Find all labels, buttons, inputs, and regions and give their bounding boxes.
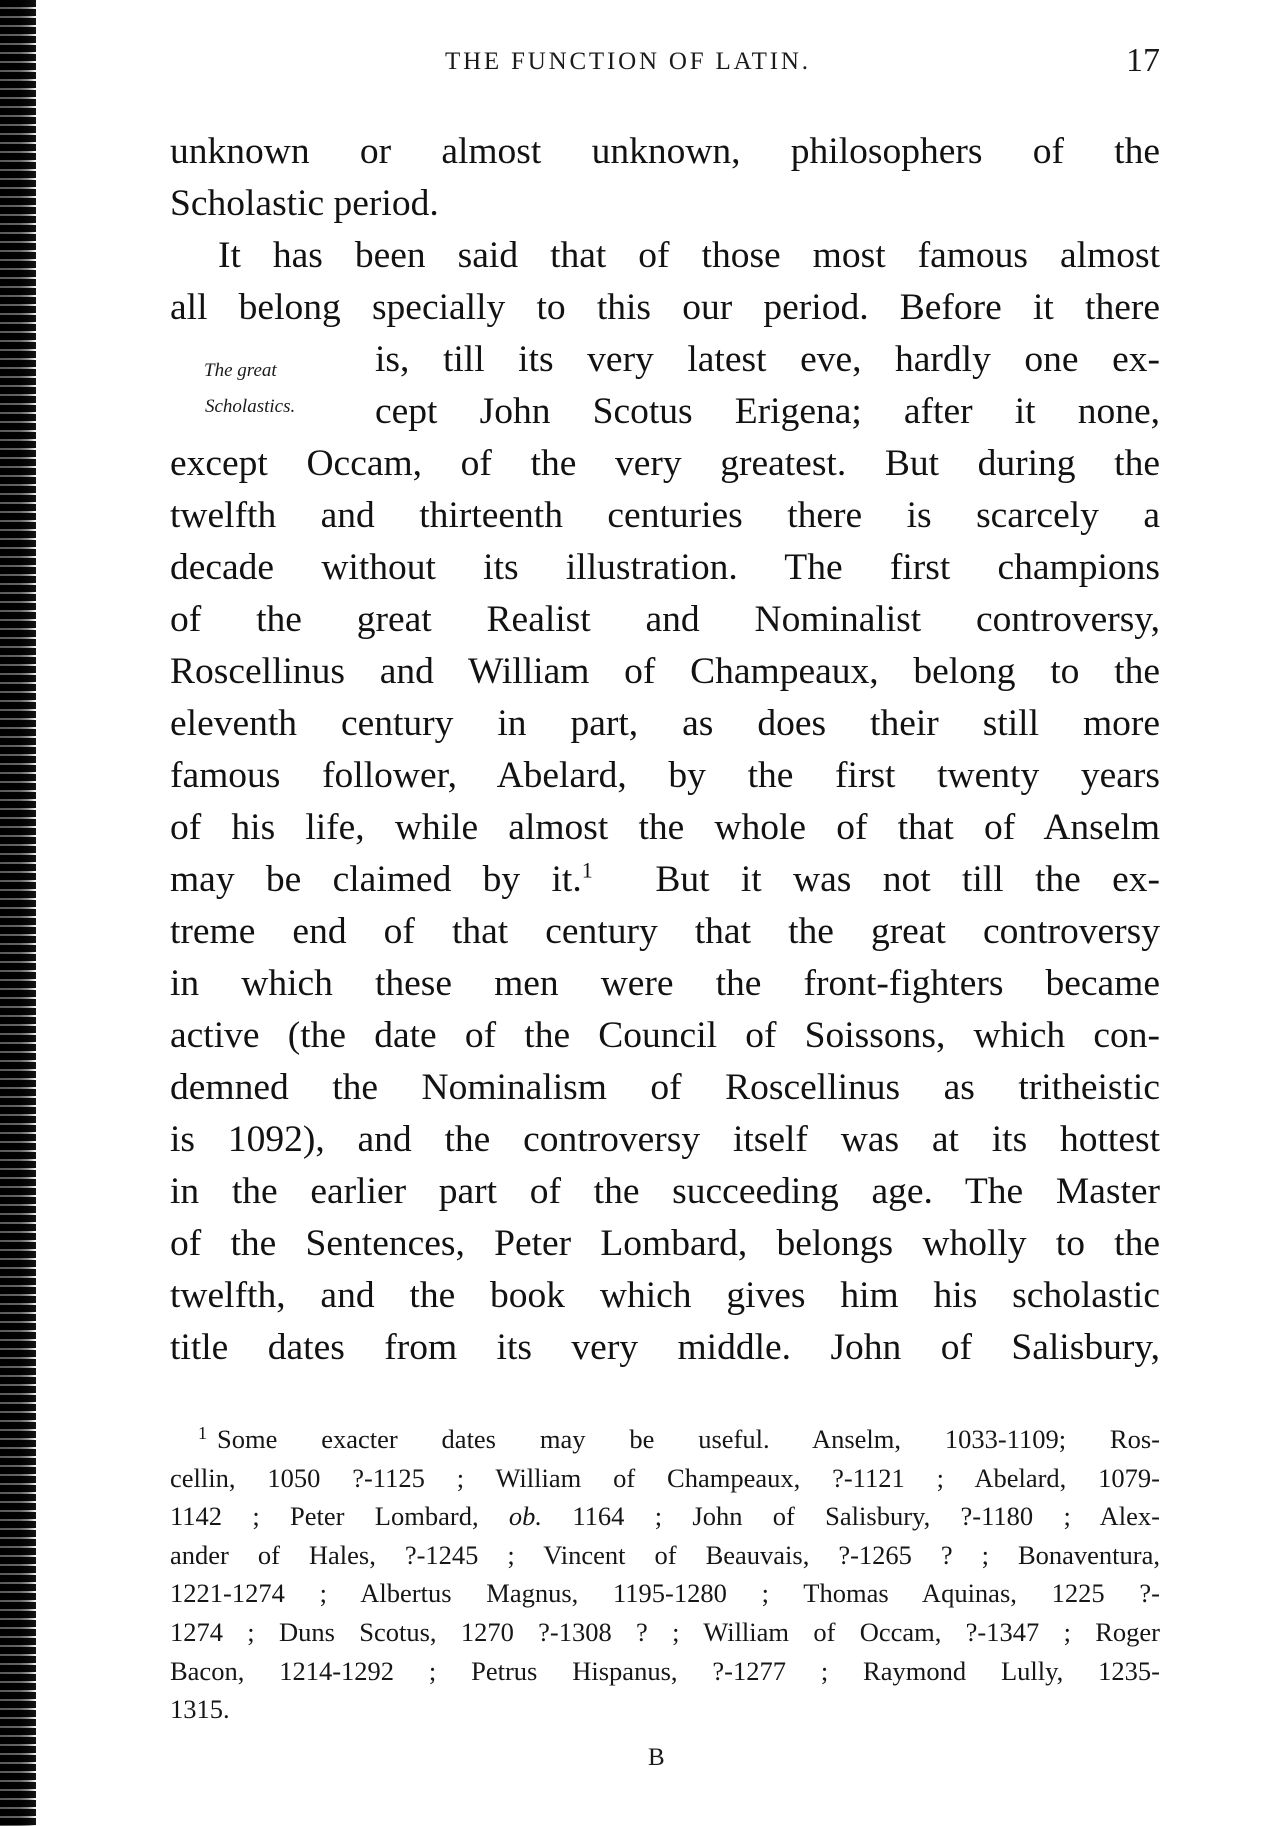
- text-line: of the great Realist and Nominalist controversy,: [170, 599, 1160, 640]
- text-line: Scholastic period.: [170, 183, 439, 224]
- footnote-text: 1164 ; John of Salisbury, ?-1180 ; Alex-: [572, 1501, 1161, 1532]
- text-line: twelfth, and the book which gives him his scholastic: [170, 1275, 1160, 1316]
- text-line: demned the Nominalism of Roscellinus as tritheistic: [170, 1067, 1160, 1108]
- footnote-line: Bacon, 1214-1292 ; Petrus Hispanus, ?-1277 ; Raymond Lully, 1235-: [170, 1655, 1160, 1686]
- text-line: famous follower, Abelard, by the first twenty years: [170, 755, 1160, 796]
- text-line: in which these men were the front-fighters became: [170, 963, 1160, 1004]
- footnote-line: ander of Hales, ?-1245 ; Vincent of Beauvais, ?-1265 ? ; Bonaventura,: [170, 1539, 1160, 1570]
- text-line: except Occam, of the very greatest. But during the: [170, 443, 1160, 484]
- footnote-line: 1274 ; Duns Scotus, 1270 ?-1308 ? ; William of Occam, ?-1347 ; Roger: [170, 1616, 1160, 1647]
- footnote-reference: 1: [581, 857, 593, 883]
- footnote-text: Some exacter dates may be useful. Anselm, 1033-1109; Ros-: [217, 1424, 1160, 1454]
- marginal-note-line-2: Scholastics.: [205, 396, 296, 417]
- text-line: twelfth and thirteenth centuries there is scarcely a: [170, 495, 1160, 536]
- page-number: 17: [1126, 42, 1160, 79]
- running-header: [170, 44, 1160, 84]
- footnote-italic-text: ob.: [508, 1501, 543, 1532]
- running-title: THE FUNCTION OF LATIN.: [445, 48, 811, 75]
- text-line: of his life, while almost the whole of that of Anselm: [170, 807, 1160, 848]
- text-line: title dates from its very middle. John of Salisbury,: [170, 1327, 1160, 1368]
- body-text: [170, 126, 1160, 1374]
- text-line: of the Sentences, Peter Lombard, belongs wholly to the: [170, 1223, 1160, 1264]
- text-line: in the earlier part of the succeeding age. The Master: [170, 1171, 1160, 1212]
- text-line: Roscellinus and William of Champeaux, belong to the: [170, 651, 1160, 692]
- text-segment: But it was not till the ex-: [655, 859, 1161, 900]
- footnote-line: 1315.: [170, 1694, 230, 1725]
- footnote-marker: 1: [198, 1423, 207, 1443]
- footnote-line: [170, 1420, 1160, 1459]
- text-line: It has been said that of those most famous almost: [218, 235, 1160, 276]
- text-segment: may be claimed by it.: [170, 859, 582, 900]
- footnote-block: [170, 1420, 1160, 1729]
- text-line-with-footnote: [170, 854, 1160, 906]
- text-line: is 1092), and the controversy itself was at its hottest: [170, 1119, 1160, 1160]
- text-line: active (the date of the Council of Soissons, which con-: [170, 1015, 1160, 1056]
- text-line: treme end of that century that the great controversy: [170, 911, 1160, 952]
- signature-mark: B: [648, 1744, 665, 1771]
- footnote-text: 1142 ; Peter Lombard,: [170, 1501, 479, 1532]
- footnote-line: 1221-1274 ; Albertus Magnus, 1195-1280 ; Thomas Aquinas, 1225 ?-: [170, 1578, 1160, 1609]
- book-spine-shadow: [0, 0, 36, 1826]
- text-line: is, till its very latest eve, hardly one ex-: [375, 339, 1160, 380]
- text-line: unknown or almost unknown, philosophers of the: [170, 131, 1160, 172]
- marginal-note-line-1: The great: [204, 360, 277, 381]
- text-line: all belong specially to this our period. Before it there: [170, 287, 1160, 328]
- text-line: cept John Scotus Erigena; after it none,: [375, 391, 1160, 432]
- text-line: eleventh century in part, as does their still more: [170, 703, 1160, 744]
- text-line: decade without its illustration. The first champions: [170, 547, 1160, 588]
- footnote-line: cellin, 1050 ?-1125 ; William of Champeaux, ?-1121 ; Abelard, 1079-: [170, 1462, 1160, 1493]
- footnote-line: [170, 1497, 1160, 1536]
